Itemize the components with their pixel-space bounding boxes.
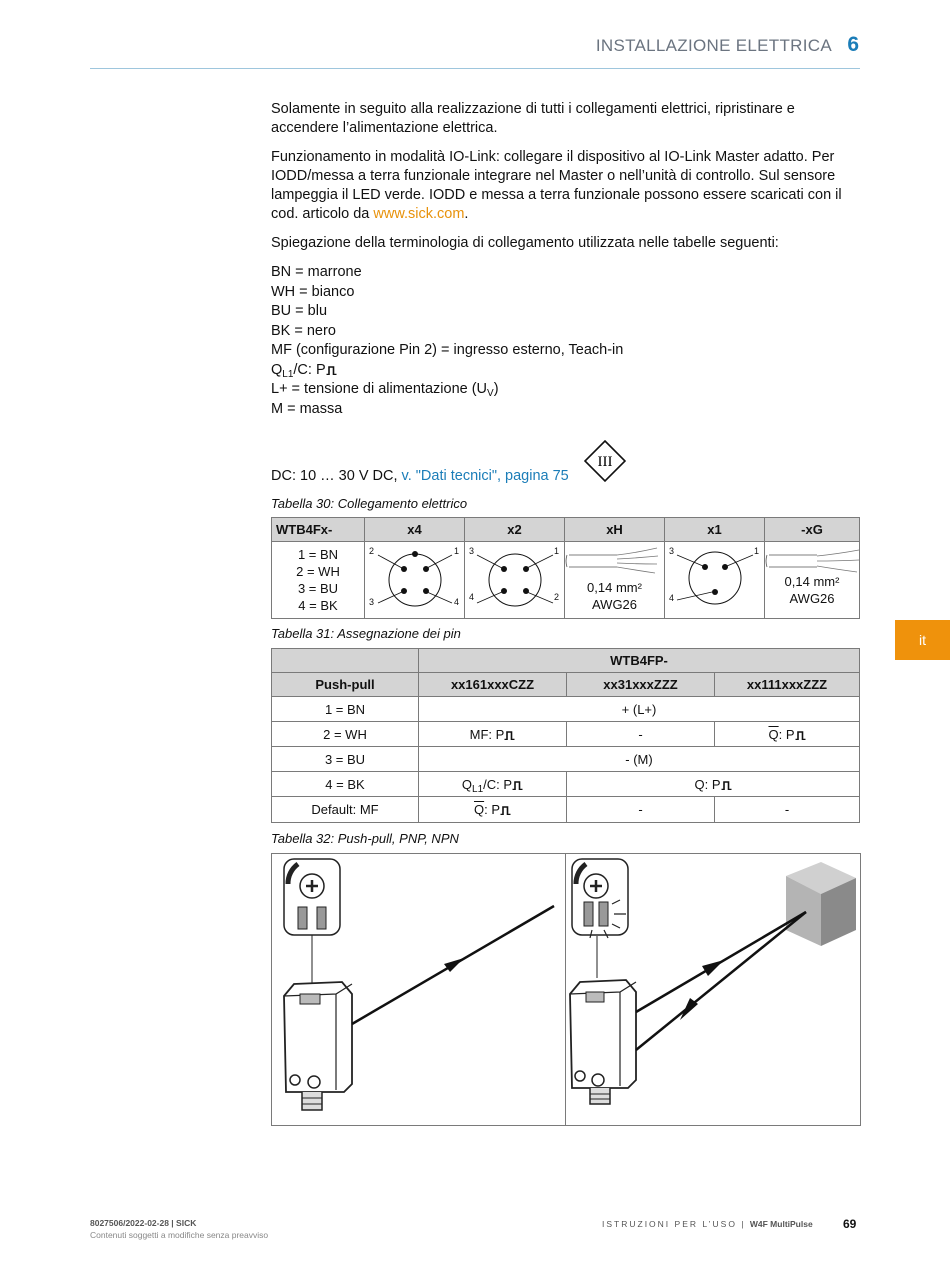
sensor-with-object-illustration (566, 854, 859, 1124)
wh-c3-qbar: $\overline{Q}$ (768, 726, 779, 742)
section-number: 6 (847, 33, 859, 56)
def-c1-qbar: $\overline{Q}$ (473, 802, 485, 817)
legend-bu: BU = blu (271, 303, 328, 319)
t30-xh-cell (565, 542, 665, 619)
connector-x4-diagram (365, 543, 464, 618)
language-tab[interactable]: it (895, 620, 950, 660)
target-object-icon (786, 862, 856, 946)
x4-pin3: 3 (369, 596, 375, 607)
t30-header-x4: x4 (365, 518, 465, 542)
cable-xh-diagram (565, 543, 664, 618)
dati-tecnici-link[interactable]: v. "Dati tecnici", pagina 75 (401, 468, 569, 484)
t30-header-xg: -xG (765, 518, 860, 542)
legend-bn: BN = marrone (271, 264, 362, 280)
footer-doc-ref: 8027506/2022-02-28 | SICK (90, 1218, 197, 1228)
pulse-icon (512, 781, 523, 790)
t31-row-bk-c1 (419, 772, 567, 797)
legend-q-rest: /C: P (293, 361, 326, 378)
wire-bk: 4 = BK (298, 598, 338, 613)
t30-x2-cell (465, 542, 565, 619)
t30-x4-cell (365, 542, 465, 619)
t31-row-bk-c23 (567, 772, 860, 797)
legend-bk: BK = nero (271, 322, 336, 339)
footer-manual-label: ISTRUZIONI PER L’USO | (602, 1219, 750, 1229)
t30-header-model: WTB4Fx- (272, 518, 365, 542)
bk-c23-text: Q: P (694, 776, 721, 792)
paragraph-terminology: Spiegazione della terminologia di collegamento utilizzata nelle tabelle seguenti: (271, 235, 779, 251)
xg-cable-section: 0,14 mm² (784, 573, 840, 589)
xh-cable-section: 0,14 mm² (587, 579, 642, 595)
footer-product: W4F MultiPulse (749, 1219, 813, 1229)
def-c1-rest: : P (484, 802, 501, 817)
dc-supply-line (271, 468, 569, 484)
iolink-text: Funzionamento in modalità IO-Link: collegare il dispositivo al IO-Link Master adatto. Per IODD/messa a terra funzionale integrare nel Master o nell’unità di controllo. Sul sensore lampeggia il LED verde. IODD e messa a terra funzionale possono essere scaricati con il cod. articolo da (271, 149, 842, 222)
body-text (271, 100, 861, 419)
t31-header-pushpull: Push-pull (272, 673, 419, 697)
legend-wh: WH = bianco (271, 283, 355, 300)
table-electrical-connection (271, 517, 860, 619)
page-number: 69 (843, 1217, 857, 1231)
wh-c3-text: : P (778, 726, 795, 742)
x1-pin3: 3 (669, 545, 675, 556)
table30-caption: Tabella 30: Collegamento elettrico (271, 496, 468, 511)
xg-cable-awg: AWG26 (789, 590, 835, 606)
table31-caption: Tabella 31: Assegnazione dei pin (271, 626, 461, 641)
xh-cable-awg: AWG26 (591, 596, 638, 612)
t31-row-def-c2: - (567, 797, 715, 823)
connector-x2-icon (465, 543, 564, 618)
connector-x2-diagram (465, 543, 564, 618)
potentiometer-led-icon (572, 859, 628, 938)
wire-wh: 2 = WH (296, 564, 340, 579)
t31-row-wh-c1 (419, 722, 567, 747)
wire-bu: 3 = BU (297, 581, 339, 596)
x1-pin1: 1 (754, 545, 760, 556)
x2-pin3: 3 (469, 545, 475, 556)
x2-pin4: 4 (469, 591, 475, 602)
legend-m: M = massa (271, 400, 343, 417)
pulse-icon (504, 731, 515, 740)
legend-lplus-sub: V (487, 388, 494, 399)
connector-x1-diagram (665, 543, 764, 618)
table-pin-assignment (271, 648, 860, 823)
t30-header-x2: x2 (465, 518, 565, 542)
sensor-body-icon (570, 980, 636, 1104)
paragraph-iolink (271, 148, 861, 224)
t31-row-wh-c3 (715, 722, 860, 747)
t30-header-xh: xH (565, 518, 665, 542)
x4-pin2: 2 (369, 545, 375, 556)
x1-pin4: 4 (669, 592, 675, 603)
t30-x1-cell (665, 542, 765, 619)
t31-header-group: WTB4FP- (419, 649, 860, 673)
cable-xg-diagram (765, 543, 859, 618)
footer-manual (602, 1219, 813, 1229)
protection-class-icon (584, 440, 626, 482)
pulse-icon (326, 366, 337, 375)
x2-pin1: 1 (554, 545, 560, 556)
protection-class-label: III (597, 454, 613, 470)
bk-c1-rest: /C: P (483, 776, 513, 792)
x4-pin1: 1 (454, 545, 460, 556)
t31-header-col1: xx161xxxCZZ (419, 673, 567, 697)
legend-q-sub: L1 (282, 368, 294, 380)
footer-disclaimer: Contenuti soggetti a modifiche senza preavviso (90, 1230, 269, 1240)
legend-lplus-text: L+ = tensione di alimentazione (U (271, 381, 488, 397)
t31-row-bn-label: 1 = BN (272, 697, 419, 722)
legend-lplus-end: ) (493, 381, 499, 397)
terminology-list (271, 263, 861, 419)
potentiometer-icon (284, 859, 340, 935)
t31-row-wh-label: 2 = WH (272, 722, 419, 747)
pulse-icon (500, 806, 511, 815)
connector-x1-icon (665, 543, 764, 618)
t30-header-x1: x1 (665, 518, 765, 542)
t31-row-bk-label: 4 = BK (272, 772, 419, 797)
sick-link[interactable]: www.sick.com (373, 206, 465, 222)
t31-row-bu-label: 3 = BU (272, 747, 419, 772)
x2-pin2: 2 (554, 591, 560, 602)
connector-x4-icon (365, 543, 464, 618)
sensor-body-icon (284, 982, 352, 1110)
legend-lplus (271, 380, 861, 400)
pulse-icon (721, 781, 732, 790)
pulse-icon (795, 731, 806, 740)
paragraph-power: Solamente in seguito alla realizzazione di tutti i collegamenti elettrici, ripristinare e accendere l’alimentazione elettrica. (271, 101, 795, 136)
t31-row-wh-c2: - (567, 722, 715, 747)
t31-header-empty (272, 649, 419, 673)
t31-row-bu-value: - (M) (419, 747, 860, 772)
wire-bn: 1 = BN (297, 547, 339, 562)
bk-c1-sub: L1 (472, 783, 484, 795)
iolink-end: . (464, 206, 469, 222)
beam-arrow-icon (702, 960, 724, 976)
cable-icon (565, 545, 664, 577)
header-rule (90, 68, 860, 69)
t31-row-def-c1 (419, 797, 567, 823)
bk-c1-q: Q (461, 776, 473, 792)
t31-header-col2: xx31xxxZZZ (567, 673, 715, 697)
x4-pin4: 4 (454, 596, 460, 607)
legend-mf: MF (configurazione Pin 2) = ingresso esterno, Teach-in (271, 342, 624, 358)
wh-c1-text: MF: P (469, 726, 505, 742)
dc-text: DC: 10 … 30 V DC, (271, 468, 402, 484)
legend-q-symbol: Q (271, 361, 283, 378)
t31-row-bn-value: + (L+) (419, 697, 860, 722)
reflected-beam-line (636, 912, 806, 1050)
t30-xg-cell (765, 542, 860, 619)
t30-wire-colors (272, 542, 365, 619)
section-title: INSTALLAZIONE ELETTRICA (595, 36, 832, 55)
sensor-no-object-illustration (272, 854, 565, 1124)
t31-header-col3: xx111xxxZZZ (715, 673, 860, 697)
t31-row-def-label: Default: MF (272, 797, 419, 823)
legend-q (271, 361, 861, 381)
t31-row-def-c3: - (715, 797, 860, 823)
table32-caption: Tabella 32: Push-pull, PNP, NPN (271, 831, 459, 846)
